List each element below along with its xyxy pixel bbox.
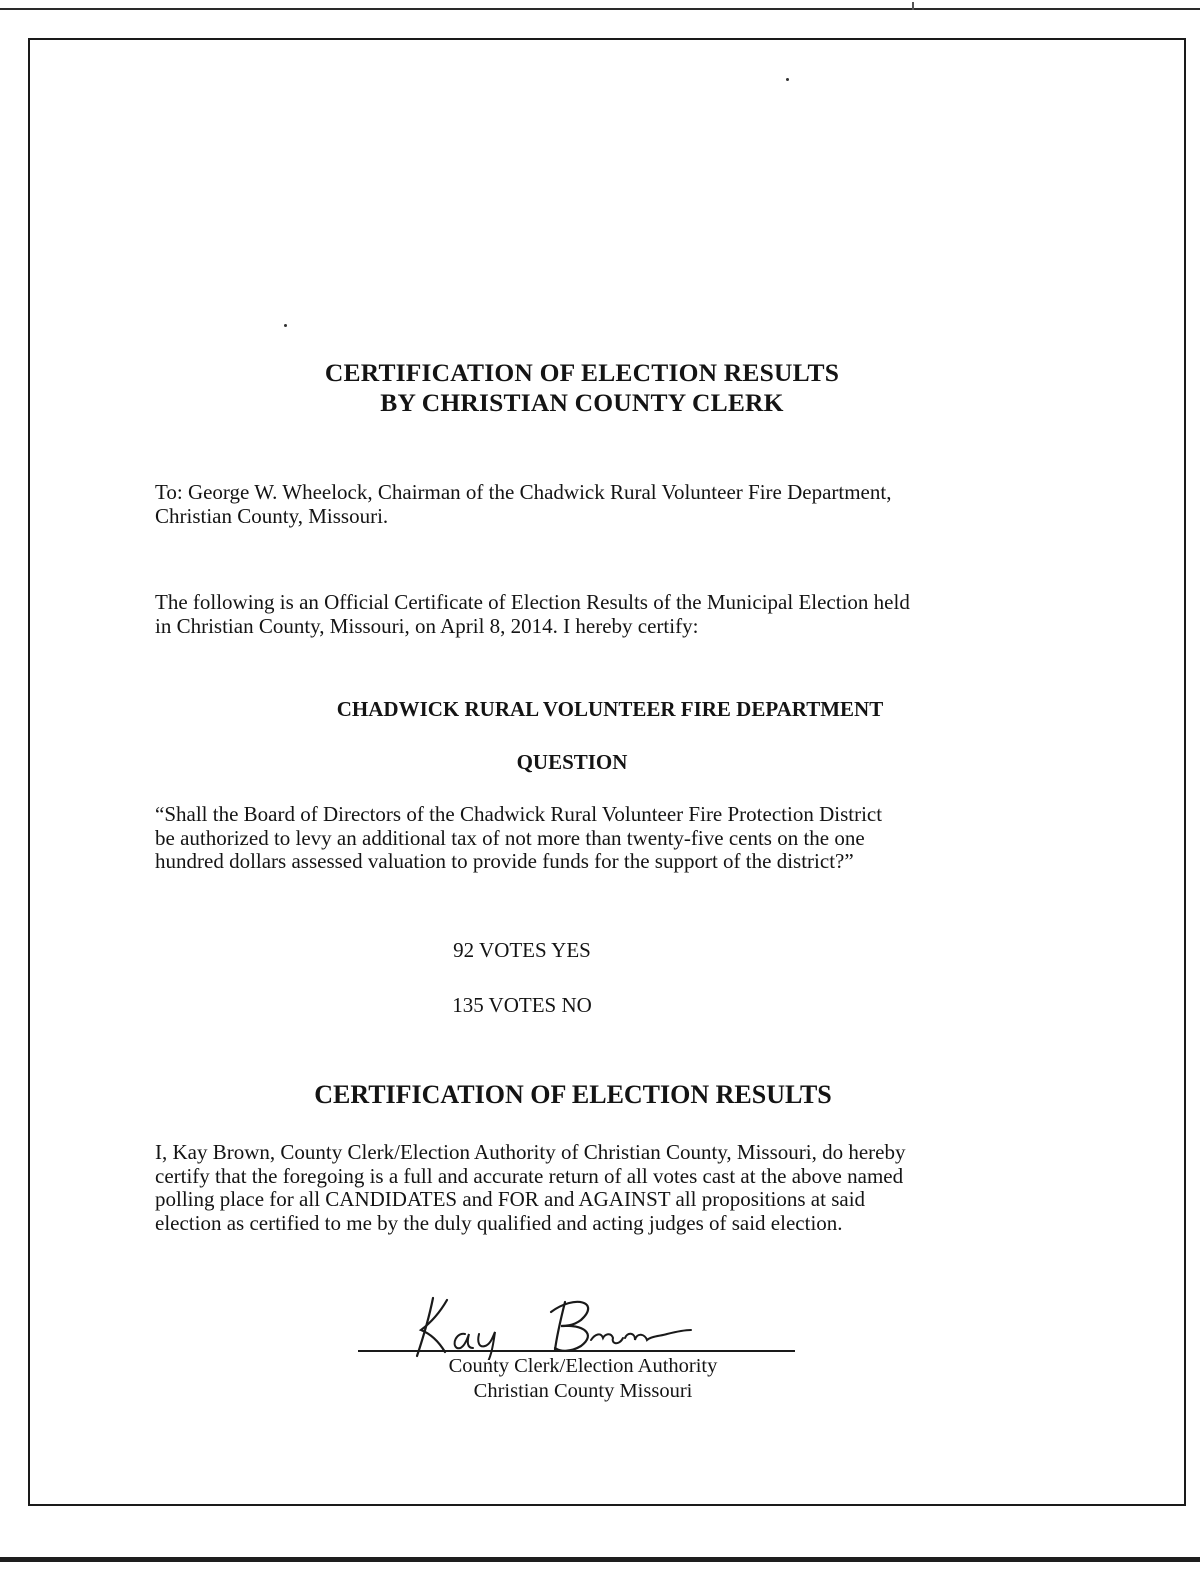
document-title bbox=[0, 358, 1164, 418]
certification-heading: CERTIFICATION OF ELECTION RESULTS bbox=[314, 1080, 832, 1109]
intro-paragraph bbox=[155, 590, 1015, 638]
addressee-line: Christian County, Missouri. bbox=[155, 504, 389, 528]
signature-title: County Clerk/Election Authority bbox=[448, 1355, 718, 1377]
addressee-line: To: George W. Wheelock, Chairman of the Chadwick Rural Volunteer Fire Department, bbox=[155, 480, 892, 504]
question-line: be authorized to levy an additional tax of not more than twenty-five cents on the one bbox=[155, 825, 865, 850]
intro-line: in Christian County, Missouri, on April 8, 2014. I hereby certify: bbox=[155, 614, 699, 638]
certification-line: I, Kay Brown, County Clerk/Election Authority of Christian County, Missouri, do hereby bbox=[155, 1140, 906, 1164]
scan-top-edge-mark bbox=[912, 2, 914, 10]
question-paragraph bbox=[155, 803, 882, 874]
title-line-1: CERTIFICATION OF ELECTION RESULTS bbox=[324, 358, 840, 387]
signature-organization: Christian County Missouri bbox=[473, 1380, 693, 1402]
scan-bottom-edge-line bbox=[0, 1557, 1200, 1562]
department-heading: CHADWICK RURAL VOLUNTEER FIRE DEPARTMENT bbox=[336, 697, 884, 721]
addressee-paragraph bbox=[155, 480, 1015, 528]
question-line: “Shall the Board of Directors of the Chadwick Rural Volunteer Fire Protection District bbox=[155, 802, 883, 826]
intro-line: The following is an Official Certificate of Election Results of the Municipal Election held bbox=[155, 590, 910, 614]
certification-line: polling place for all CANDIDATES and FOR and AGAINST all propositions at said bbox=[155, 1187, 866, 1211]
scan-speck bbox=[786, 78, 789, 81]
certification-paragraph bbox=[155, 1141, 905, 1235]
title-line-2: BY CHRISTIAN COUNTY CLERK bbox=[380, 388, 784, 417]
signature-line bbox=[358, 1350, 795, 1352]
certification-line: election as certified to me by the duly qualified and acting judges of said election. bbox=[155, 1210, 843, 1235]
question-heading: QUESTION bbox=[516, 750, 628, 774]
votes-no: 135 VOTES NO bbox=[452, 993, 592, 1017]
signature-caption bbox=[0, 1354, 1166, 1404]
question-line: hundred dollars assessed valuation to provide funds for the support of the district?” bbox=[155, 849, 854, 873]
certification-line: certify that the foregoing is a full and accurate return of all votes cast at the above named bbox=[155, 1163, 904, 1188]
votes-yes: 92 VOTES YES bbox=[453, 938, 591, 962]
scan-top-edge-line bbox=[0, 8, 1200, 10]
scan-speck bbox=[284, 324, 287, 327]
